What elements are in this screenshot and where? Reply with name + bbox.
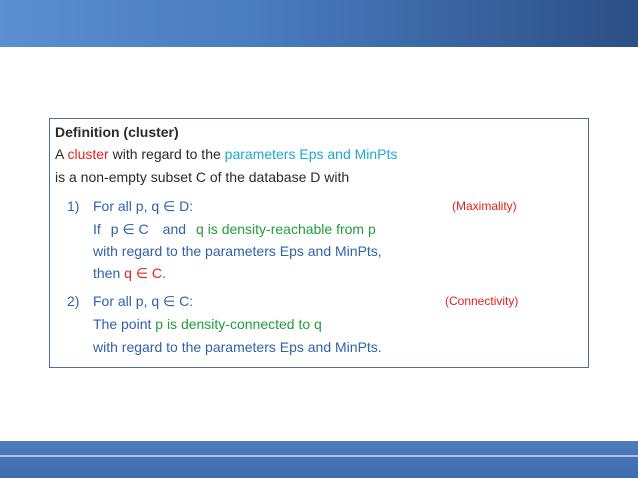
- item1-if: If: [93, 221, 101, 237]
- item1-forall-line: [93, 198, 193, 214]
- parameters-term: parameters Eps and MinPts: [224, 146, 398, 162]
- connectivity-note: (Connectivity): [445, 294, 519, 308]
- item1-and: and: [162, 221, 187, 237]
- definition-intro: [55, 146, 397, 162]
- item1-density-reachable: q is density-reachable from p: [196, 221, 376, 237]
- item2-point-line: [93, 316, 322, 332]
- maximality-note: (Maximality): [452, 199, 517, 213]
- item1-vars: p, q ∈ D:: [131, 198, 194, 214]
- intro-with-regard: with regard to the: [108, 146, 225, 162]
- item1-then-line: [93, 265, 166, 281]
- item1-if-line: [93, 221, 376, 237]
- item2-number: 2): [67, 293, 80, 309]
- item2-regard: with regard to the parameters Eps and MinPts.: [93, 339, 382, 355]
- item1-p-in-c: p ∈ C: [110, 221, 149, 237]
- item1-period: .: [162, 265, 166, 281]
- item2-point: The point: [93, 316, 156, 332]
- item2-forall-line: [93, 293, 193, 309]
- cluster-term: cluster: [67, 146, 109, 162]
- footer-banner: [0, 441, 638, 478]
- item1-then: then: [93, 265, 125, 281]
- item1-forall: For all: [93, 198, 132, 214]
- definition-box: [49, 118, 589, 368]
- item2-vars: p, q ∈ C:: [131, 293, 194, 309]
- item2-density-connected: p is density-connected to q: [155, 316, 322, 332]
- footer-stripe: [0, 455, 638, 457]
- item1-number: 1): [67, 198, 80, 214]
- header-banner: [0, 0, 638, 47]
- definition-heading: Definition (cluster): [55, 124, 179, 140]
- item1-q-in-c: q ∈ C: [124, 265, 163, 281]
- item2-forall: For all: [93, 293, 132, 309]
- definition-subset: is a non-empty subset C of the database D with: [55, 169, 350, 185]
- intro-a: A: [55, 146, 68, 162]
- item1-regard: with regard to the parameters Eps and MinPts,: [93, 243, 382, 259]
